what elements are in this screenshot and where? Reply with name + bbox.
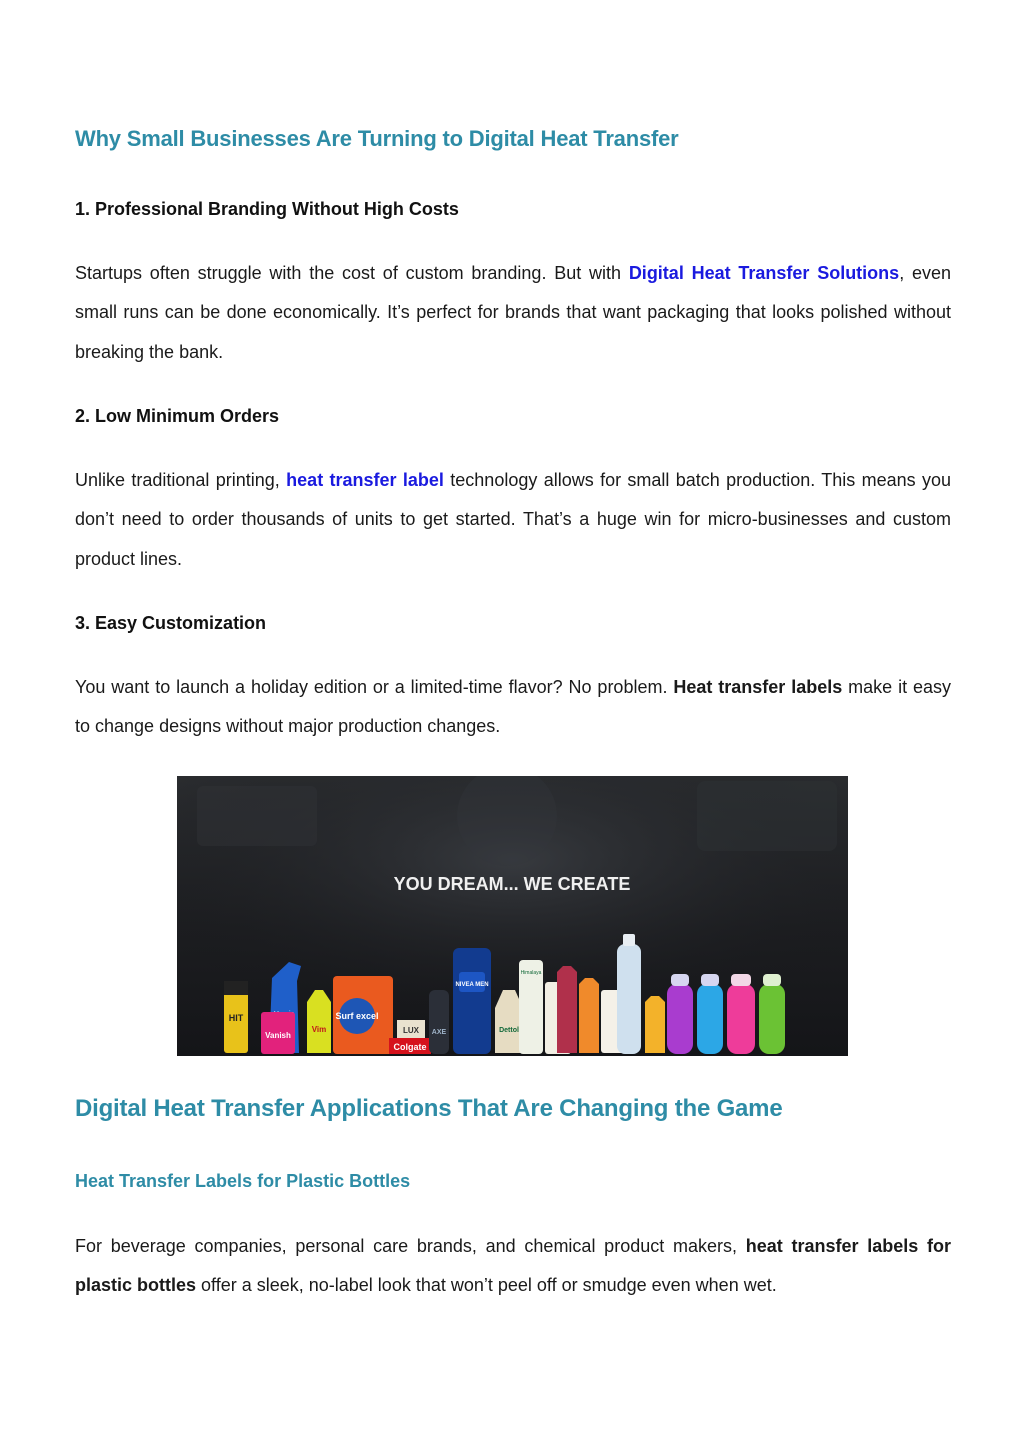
product-label: NIVEA MEN xyxy=(455,982,489,988)
bold-text: heat transfer labels for plastic bottles xyxy=(75,1236,951,1296)
product-label: Himalaya xyxy=(520,970,542,976)
juice-bottle xyxy=(557,966,577,1053)
paragraph-text: Unlike traditional printing, xyxy=(75,470,287,490)
item-title-low-minimum: 2. Low Minimum Orders xyxy=(75,406,280,426)
paragraph-text: For beverage companies, personal care brands, and chemical product makers, xyxy=(75,1236,746,1256)
heat-transfer-label-link[interactable]: heat transfer label xyxy=(286,470,444,490)
product-label: HIT xyxy=(228,1013,244,1023)
subheading-plastic-bottles: Heat Transfer Labels for Plastic Bottles xyxy=(75,1171,411,1191)
item-paragraph-low-minimum xyxy=(75,461,951,579)
product-label: Surf excel xyxy=(335,1011,379,1021)
juice-bottle xyxy=(645,996,665,1053)
product-banner-image xyxy=(177,776,848,1056)
product-label: Vanish xyxy=(265,1031,291,1040)
item-paragraph-branding xyxy=(75,254,951,372)
paragraph-text: , even small runs can be done economically. It’s perfect for brands that want packaging that looks polished without breaking the bank. xyxy=(75,263,951,362)
axe-can xyxy=(429,990,449,1054)
product-label: Colgate xyxy=(393,1042,427,1052)
paragraph-text: Startups often struggle with the cost of custom branding. But with xyxy=(75,263,629,283)
nivea-men-bottle xyxy=(453,948,491,1054)
dettol-bottle xyxy=(495,990,523,1053)
kids-bottle-green xyxy=(759,984,785,1054)
banner-graphic xyxy=(177,776,848,1056)
water-bottle xyxy=(617,944,641,1054)
item-title-customization: 3. Easy Customization xyxy=(75,613,267,633)
paragraph-text: technology allows for small batch production. This means you don’t need to order thousands of units to get started. That’s a huge win for micro-businesses and custom product lines. xyxy=(75,470,952,569)
product-label: Vim xyxy=(311,1025,327,1034)
section-heading-small-businesses: Why Small Businesses Are Turning to Digital Heat Transfer xyxy=(75,126,679,151)
product-label: AXE xyxy=(431,1029,447,1036)
product-label: LUX xyxy=(403,1026,419,1035)
digital-heat-transfer-solutions-link[interactable]: Digital Heat Transfer Solutions xyxy=(628,263,900,283)
section-heading-applications: Digital Heat Transfer Applications That Are Changing the Game xyxy=(75,1095,783,1122)
product-label: Dettol xyxy=(499,1027,519,1034)
kids-bottle-pink xyxy=(727,984,755,1054)
vim-bottle xyxy=(307,990,331,1053)
item-paragraph-customization xyxy=(75,668,951,747)
paragraph-text: offer a sleek, no-label look that won’t peel off or smudge even when wet. xyxy=(196,1275,777,1296)
paragraph-plastic-bottles xyxy=(75,1227,951,1306)
bold-text: Heat transfer labels xyxy=(673,677,843,697)
kids-bottle-purple xyxy=(667,984,693,1054)
banner-headline: YOU DREAM... WE CREATE xyxy=(393,874,631,894)
paragraph-text: You want to launch a holiday edition or a limited-time flavor? No problem. xyxy=(75,677,674,697)
paragraph-text: make it easy to change designs without major production changes. xyxy=(75,677,951,737)
juice-bottle xyxy=(579,978,599,1053)
kids-bottle-blue xyxy=(697,984,723,1054)
item-title-branding: 1. Professional Branding Without High Costs xyxy=(75,199,459,219)
